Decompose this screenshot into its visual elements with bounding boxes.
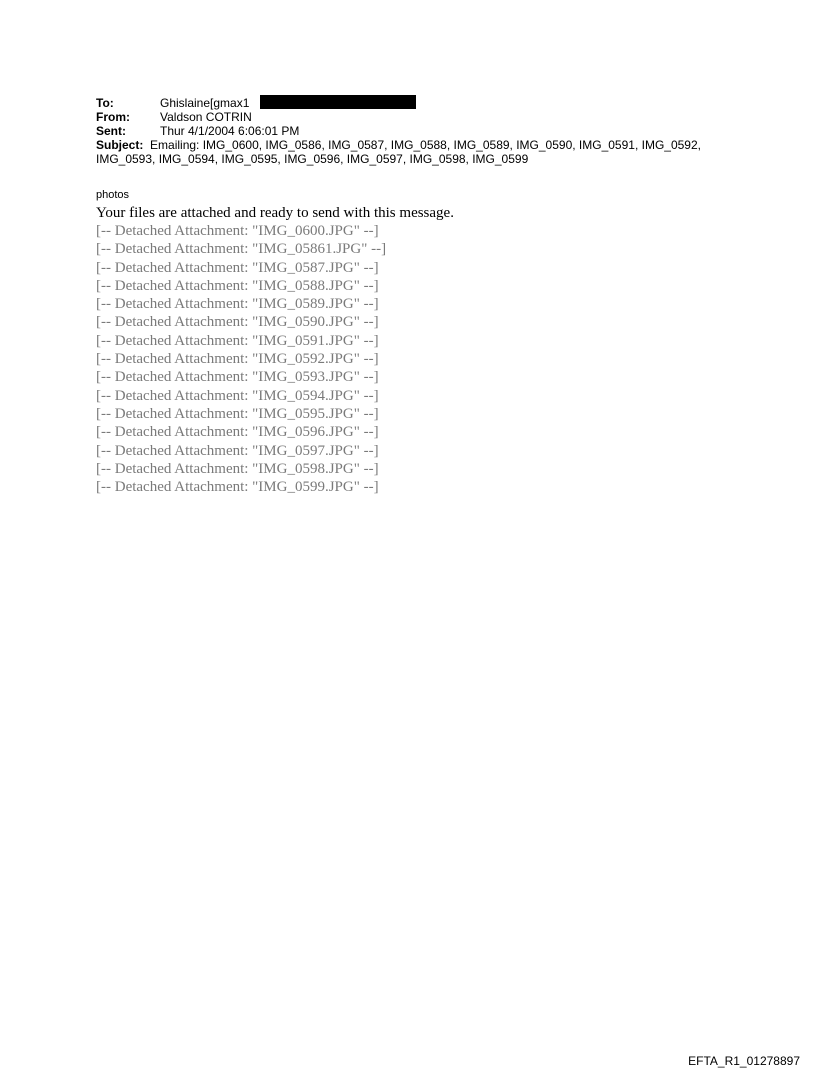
from-value: Valdson COTRIN: [160, 110, 252, 124]
sent-label: Sent:: [96, 124, 126, 138]
from-row: [96, 110, 736, 124]
to-value: Ghislaine[gmax1: [160, 96, 250, 110]
document-id-footer: EFTA_R1_01278897: [688, 1054, 800, 1068]
attachment-item: [-- Detached Attachment: "IMG_0592.JPG" --]: [96, 351, 379, 368]
attachment-item: [-- Detached Attachment: "IMG_0588.JPG" --]: [96, 277, 379, 294]
attachment-list: [96, 222, 386, 496]
attachment-item: [-- Detached Attachment: "IMG_0595.JPG" --]: [96, 405, 379, 422]
subject-label: Subject:: [96, 138, 144, 152]
sent-value: Thur 4/1/2004 6:06:01 PM: [160, 124, 300, 138]
redaction-bar: [260, 95, 416, 109]
email-header: [96, 96, 736, 166]
body-intro-text: Your files are attached and ready to send with this message.: [96, 205, 454, 221]
attachment-item: [-- Detached Attachment: "IMG_0587.JPG" --]: [96, 259, 379, 276]
attachment-item: [-- Detached Attachment: "IMG_0591.JPG" --]: [96, 332, 379, 349]
attachment-item: [-- Detached Attachment: "IMG_0594.JPG" --]: [96, 387, 379, 404]
from-label: From:: [96, 110, 130, 124]
to-row: [96, 96, 736, 110]
attachment-item: [-- Detached Attachment: "IMG_0599.JPG" --]: [96, 479, 379, 496]
attachment-item: [-- Detached Attachment: "IMG_0589.JPG" --]: [96, 296, 379, 313]
sent-row: [96, 124, 736, 138]
attachment-item: [-- Detached Attachment: "IMG_0600.JPG" --]: [96, 223, 379, 239]
attachment-item: [-- Detached Attachment: "IMG_0598.JPG" --]: [96, 460, 379, 477]
attachment-item: [-- Detached Attachment: "IMG_0597.JPG" --]: [96, 442, 379, 459]
attachment-item: [-- Detached Attachment: "IMG_0596.JPG" --]: [96, 424, 379, 441]
attachment-item: [-- Detached Attachment: "IMG_05861.JPG" --]: [96, 241, 387, 258]
subject-row: [96, 138, 736, 166]
attachment-item: [-- Detached Attachment: "IMG_0590.JPG" --]: [96, 314, 379, 331]
attachment-item: [-- Detached Attachment: "IMG_0593.JPG" --]: [96, 369, 379, 386]
to-label: To:: [96, 96, 114, 110]
body-label: photos: [96, 189, 130, 201]
subject-value: Emailing: IMG_0600, IMG_0586, IMG_0587, IMG_0588, IMG_0589, IMG_0590, IMG_0591, IMG_0592, IMG_0593, IMG_0594, IMG_0595, IMG_0596, IMG_0597, IMG_0598, IMG_0599: [96, 138, 701, 166]
